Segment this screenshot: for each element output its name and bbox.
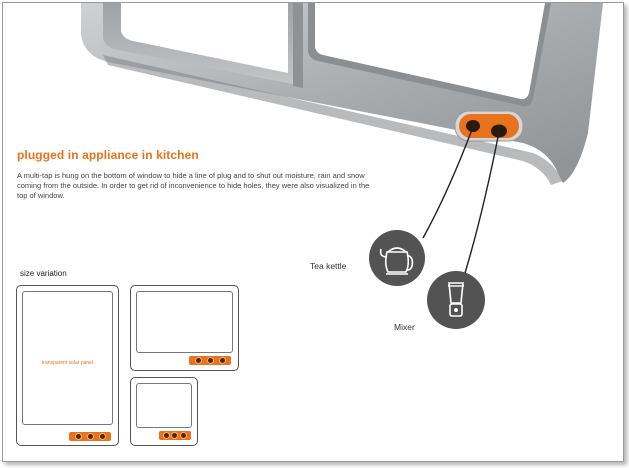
multi-tap-strip — [159, 431, 191, 440]
tea-kettle-icon — [369, 230, 425, 286]
description-text: A multi-tap is hung on the bottom of window to hide a line of plug and to shut out moisture, rain and snow coming from the outside. In order to get rid of inconvenience to hide holes, they were also visualized in the top of window. — [17, 171, 370, 200]
window-pane — [136, 383, 192, 428]
page-frame — [2, 2, 624, 462]
mixer-badge — [427, 271, 485, 329]
window-variant-tall — [16, 285, 119, 446]
multi-tap-strip — [189, 356, 231, 365]
size-variation-title: size variation — [20, 269, 67, 278]
tea-kettle-badge — [369, 230, 425, 286]
multi-tap-strip — [69, 432, 111, 441]
blender-icon — [427, 271, 485, 329]
solar-panel-pane — [22, 291, 113, 425]
window-variant-small — [130, 377, 198, 446]
solar-panel-label: transparent solar panel — [41, 360, 94, 366]
window-pane — [136, 291, 233, 353]
window-variant-wide — [130, 285, 239, 371]
section-heading: plugged in appliance in kitchen — [17, 148, 199, 162]
mixer-label: Mixer — [394, 322, 415, 332]
tea-kettle-label: Tea kettle — [310, 261, 347, 271]
